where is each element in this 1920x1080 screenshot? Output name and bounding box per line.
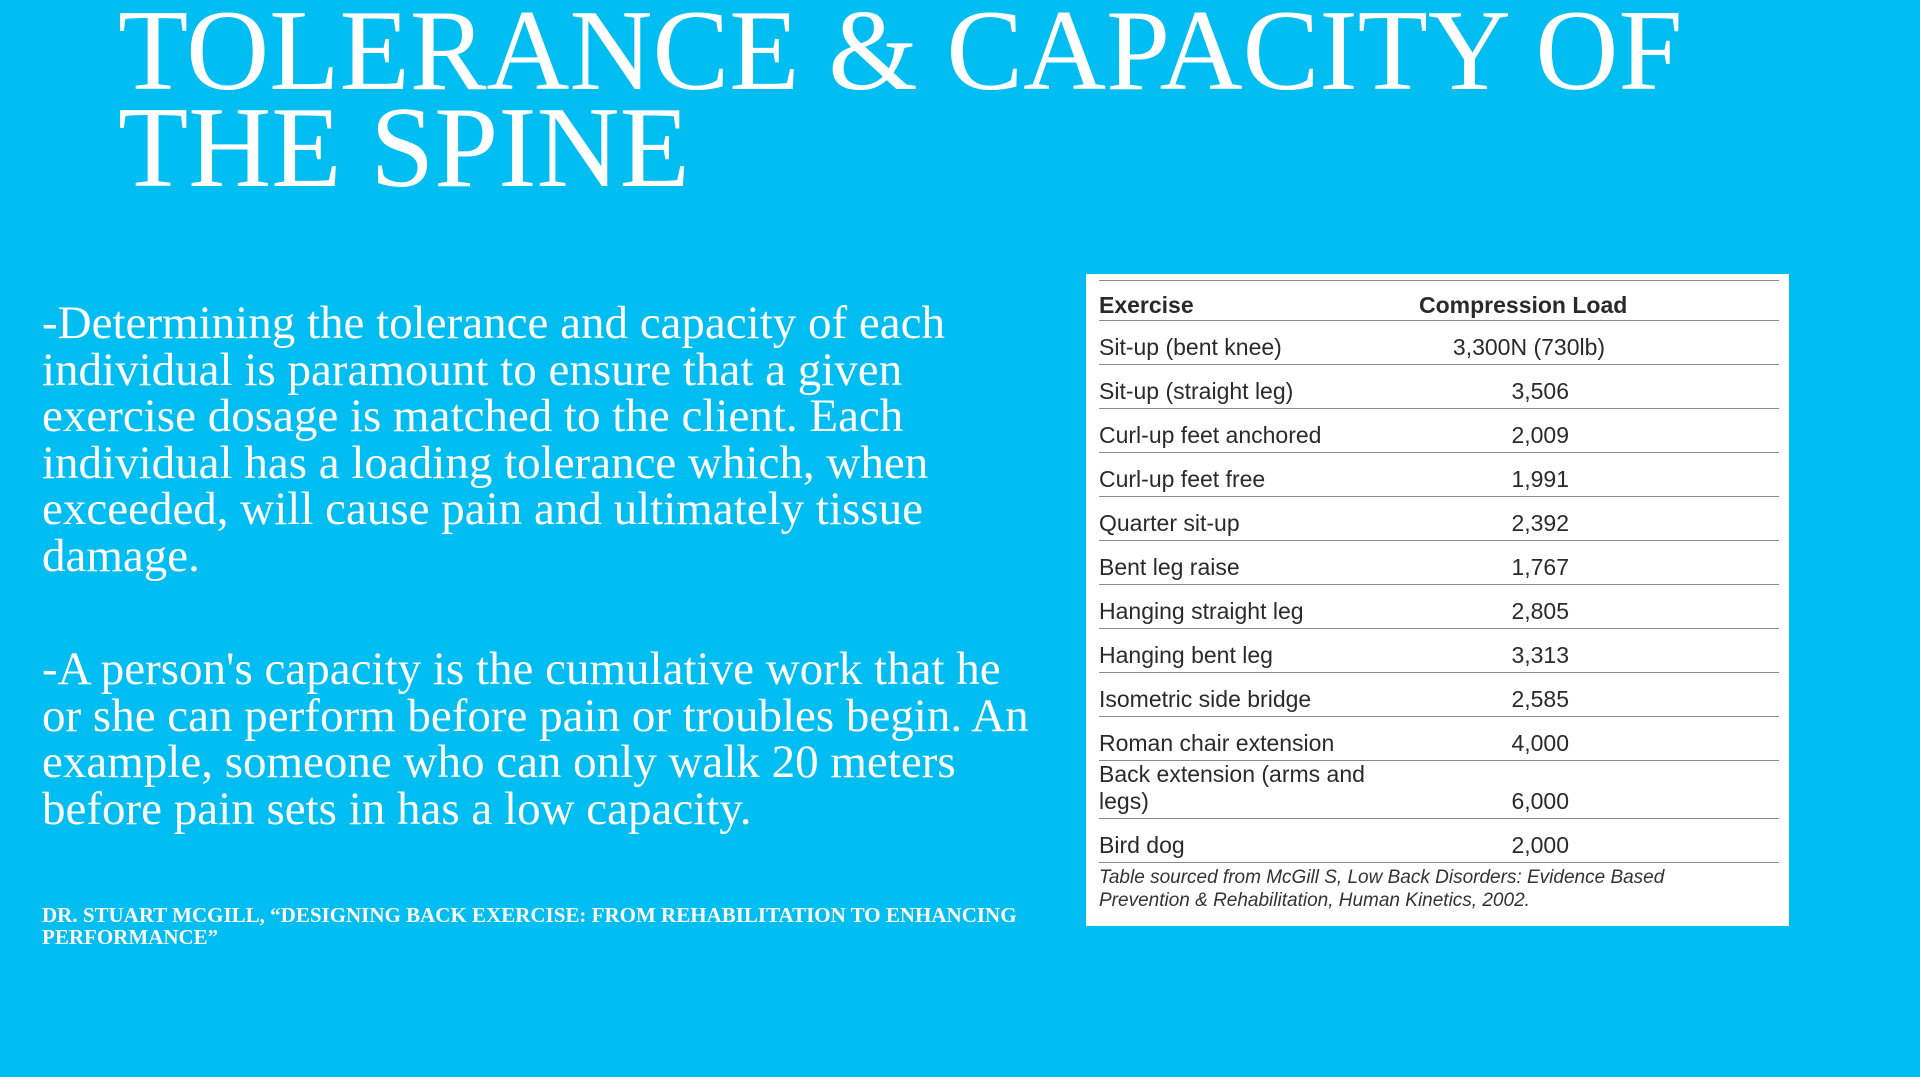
- load-cell: [1419, 541, 1779, 585]
- exercise-cell: Isometric side bridge: [1099, 673, 1419, 717]
- load-cell: [1419, 453, 1779, 497]
- table-row: [1099, 761, 1779, 819]
- load-cell: [1419, 717, 1779, 761]
- load-value: 6,000: [1511, 788, 1569, 814]
- load-value: 3,300N (730lb): [1452, 334, 1606, 360]
- table-row: [1099, 321, 1779, 365]
- title-line-1: TOLERANCE & CAPACITY OF: [118, 0, 1683, 114]
- title-line-2: THE SPINE: [118, 84, 690, 211]
- header-exercise: Exercise: [1099, 281, 1419, 321]
- load-cell: [1419, 365, 1779, 409]
- exercise-cell: Sit-up (bent knee): [1099, 321, 1419, 365]
- load-value: 2,805: [1511, 598, 1569, 624]
- exercise-cell: Bird dog: [1099, 819, 1419, 863]
- paragraph-tolerance: -Determining the tolerance and capacity of each individual is paramount to ensure that a given exercise dosage is matched to the client. Each individual has a loading tolerance which, when exceeded, will cause pain and ultimately tissue damage.: [42, 297, 945, 582]
- table-header-row: [1099, 281, 1779, 321]
- load-value: 2,009: [1511, 422, 1569, 448]
- compression-load-table-image: [1086, 274, 1789, 926]
- load-cell: [1419, 497, 1779, 541]
- exercise-cell: Back extension (arms and legs): [1099, 761, 1419, 819]
- table-row: [1099, 717, 1779, 761]
- table-row: [1099, 541, 1779, 585]
- paragraph-capacity: -A person's capacity is the cumulative work that he or she can perform before pain or troubles begin. An example, someone who can only walk 20 meters before pain sets in has a low capacity.: [42, 643, 1029, 835]
- body-text: [42, 297, 1042, 835]
- load-value: 4,000: [1511, 730, 1569, 756]
- exercise-cell: Hanging bent leg: [1099, 629, 1419, 673]
- load-cell: [1419, 585, 1779, 629]
- load-cell: [1419, 321, 1779, 365]
- citation: DR. STUART MCGILL, “DESIGNING BACK EXERCISE: FROM REHABILITATION TO ENHANCING PERFORMANCE”: [42, 903, 1017, 949]
- load-cell: [1419, 673, 1779, 717]
- table-row: [1099, 365, 1779, 409]
- compression-load-table: [1099, 280, 1779, 863]
- table-row: [1099, 453, 1779, 497]
- load-cell: [1419, 409, 1779, 453]
- load-value: 2,392: [1511, 510, 1569, 536]
- load-value: 2,585: [1511, 686, 1569, 712]
- load-value: 3,313: [1511, 642, 1569, 668]
- table-note-line-2: Prevention & Rehabilitation, Human Kinetics, 2002.: [1099, 890, 1530, 911]
- exercise-cell: Curl-up feet anchored: [1099, 409, 1419, 453]
- table-row: [1099, 585, 1779, 629]
- exercise-cell: Roman chair extension: [1099, 717, 1419, 761]
- load-cell: [1419, 761, 1779, 819]
- table-row: [1099, 497, 1779, 541]
- load-value: 3,506: [1511, 378, 1569, 404]
- load-cell: [1419, 819, 1779, 863]
- table-row: [1099, 673, 1779, 717]
- exercise-cell: Sit-up (straight leg): [1099, 365, 1419, 409]
- load-value: 2,000: [1511, 832, 1569, 858]
- load-value: 1,767: [1511, 554, 1569, 580]
- exercise-cell: Bent leg raise: [1099, 541, 1419, 585]
- load-cell: [1419, 629, 1779, 673]
- exercise-cell: Hanging straight leg: [1099, 585, 1419, 629]
- table-row: [1099, 409, 1779, 453]
- exercise-cell: Quarter sit-up: [1099, 497, 1419, 541]
- slide-title: [118, 0, 1898, 211]
- table-row: [1099, 819, 1779, 863]
- table-source-note: [1099, 866, 1779, 912]
- header-compression-load: Compression Load: [1419, 281, 1779, 321]
- table-note-line-1: Table sourced from McGill S, Low Back Disorders: Evidence Based: [1099, 867, 1665, 888]
- exercise-cell: Curl-up feet free: [1099, 453, 1419, 497]
- load-value: 1,991: [1511, 466, 1569, 492]
- table-row: [1099, 629, 1779, 673]
